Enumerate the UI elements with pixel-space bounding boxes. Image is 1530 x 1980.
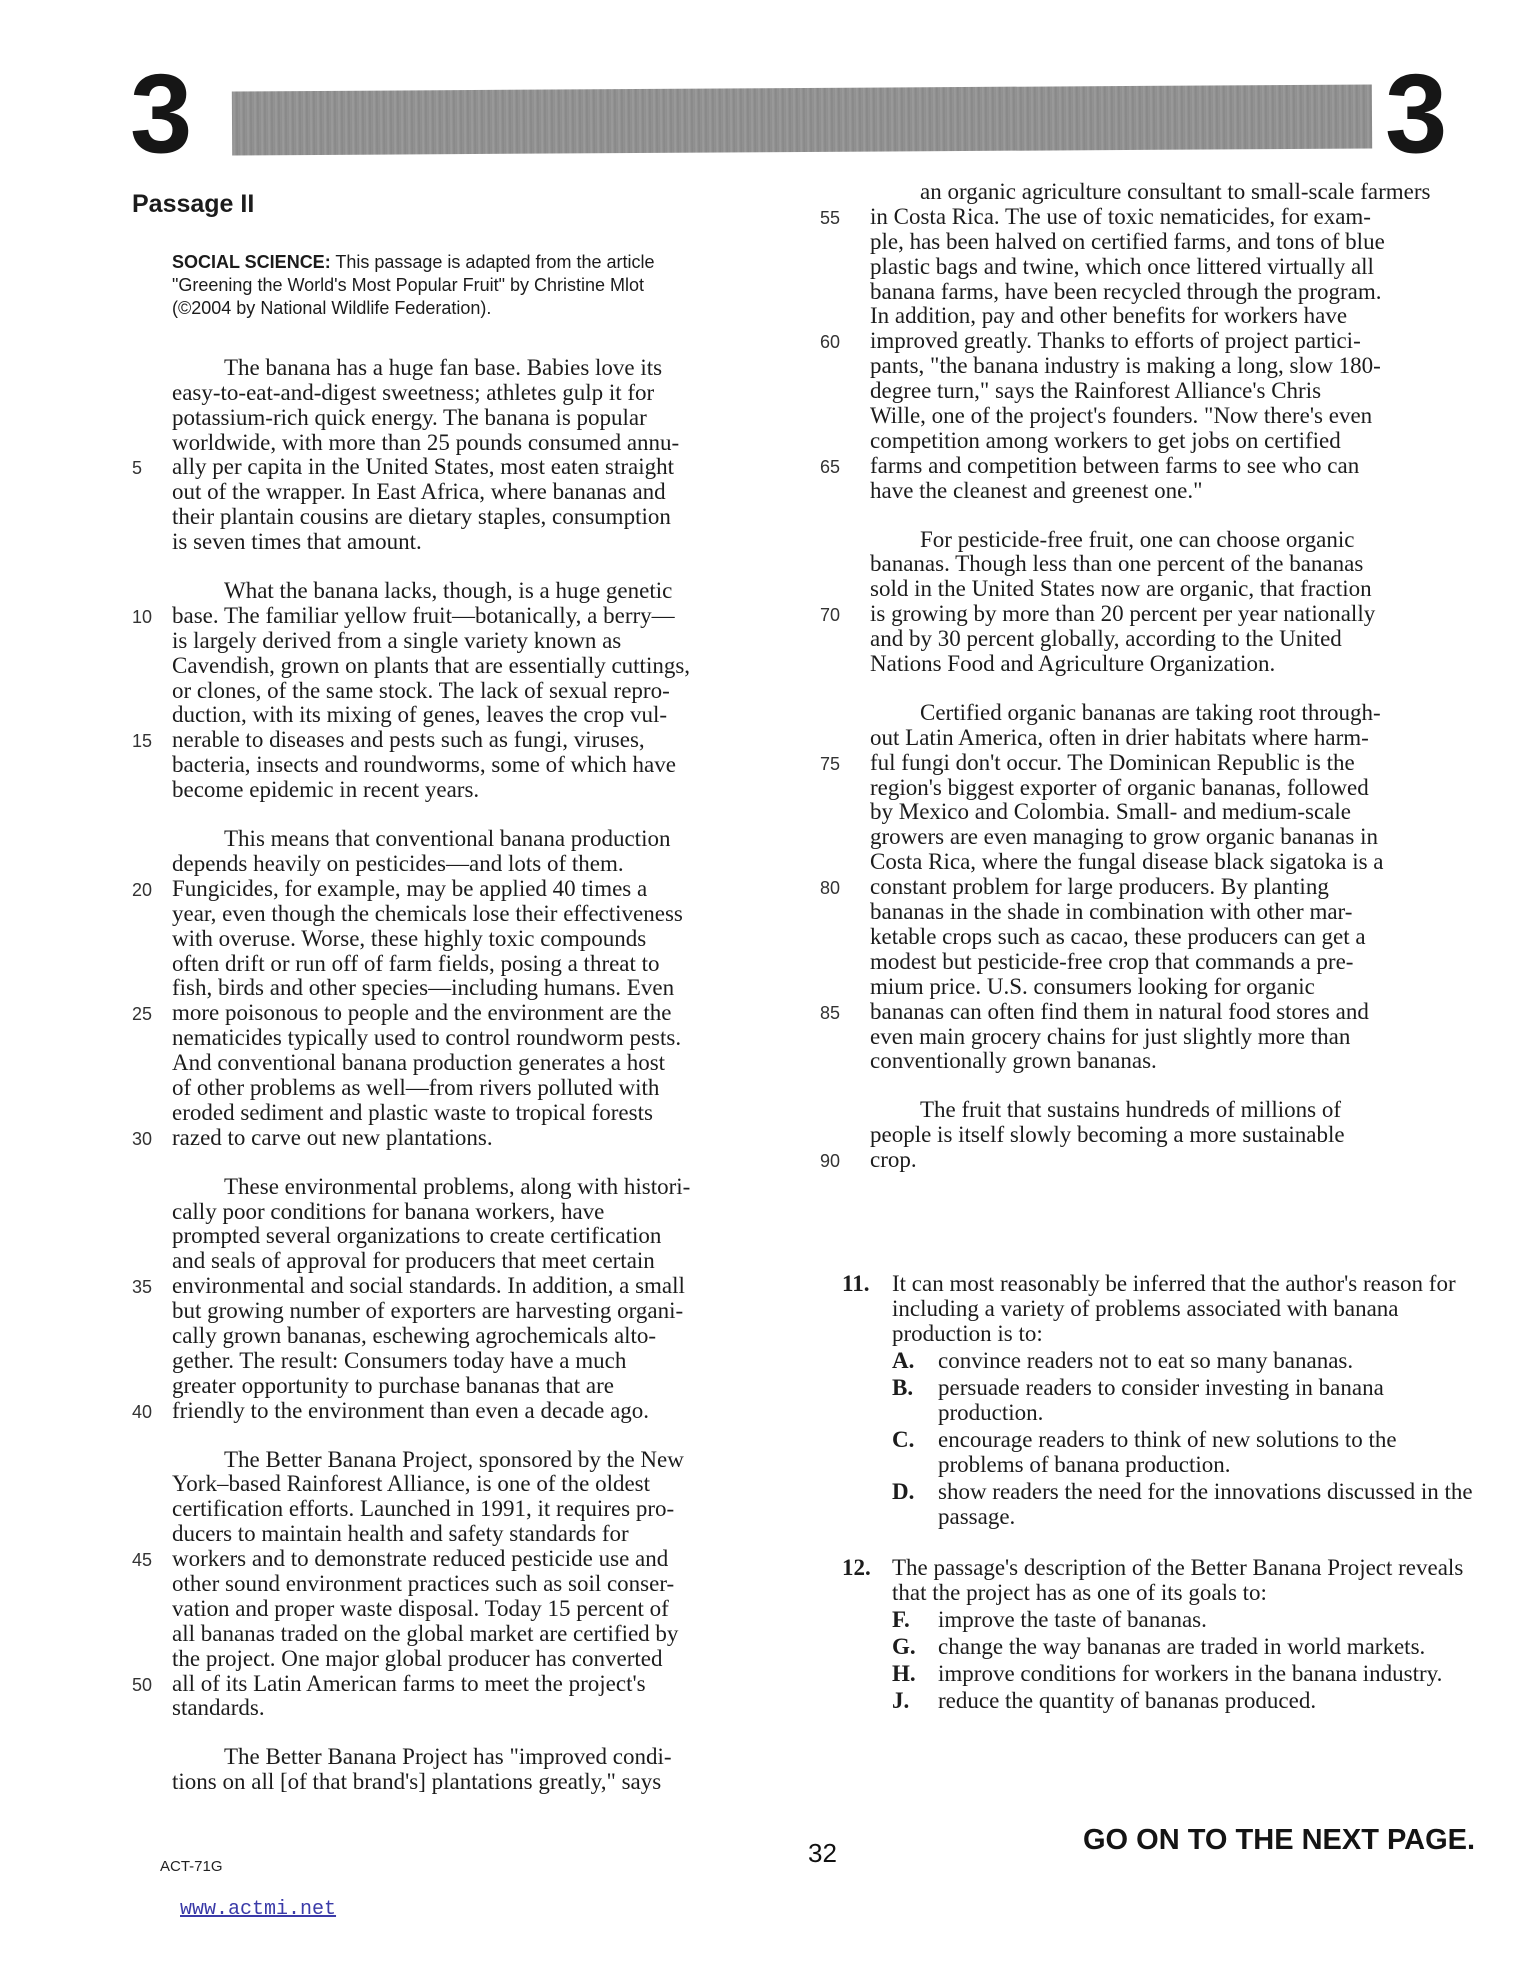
question-number: 11. — [842, 1270, 870, 1296]
passage-line — [820, 454, 1475, 479]
passage-line — [132, 1597, 787, 1622]
line-text: and seals of approval for producers that meet certain — [172, 1248, 655, 1274]
passage-line — [820, 726, 1475, 751]
line-text: by Mexico and Colombia. Small- and medium-scale — [870, 799, 1351, 825]
line-number: 60 — [820, 332, 841, 353]
line-text: depends heavily on pesticides—and lots of them. — [172, 850, 624, 876]
line-text: often drift or run off of farm fields, posing a threat to — [172, 950, 660, 976]
section-number-left: 3 — [130, 51, 193, 176]
line-text: tions on all [of that brand's] plantations greatly," says — [172, 1769, 662, 1795]
line-text: gether. The result: Consumers today have a much — [172, 1347, 627, 1373]
line-number: 80 — [820, 878, 841, 899]
answer-option-letter: B. — [892, 1374, 914, 1400]
passage-line — [132, 1472, 787, 1497]
line-number: 70 — [820, 605, 841, 626]
line-text: bananas. Though less than one percent of the bananas — [870, 551, 1364, 577]
passage-line — [132, 1622, 787, 1647]
answer-option[interactable] — [820, 1348, 1475, 1373]
passage-line — [132, 530, 787, 555]
passage-line — [132, 1696, 787, 1721]
passage-line — [132, 1051, 787, 1076]
passage-line — [132, 480, 787, 505]
passage-line — [132, 1249, 787, 1274]
passage-paragraph — [132, 579, 787, 803]
passage-line — [132, 1175, 787, 1200]
answer-option[interactable] — [820, 1634, 1475, 1659]
question-stem — [820, 1555, 1475, 1605]
line-text: ful fungi don't occur. The Dominican Republic is the — [870, 749, 1355, 775]
line-text: In addition, pay and other benefits for workers have — [870, 303, 1348, 329]
passage-line — [820, 379, 1475, 404]
line-text: base. The familiar yellow fruit—botanically, a berry— — [172, 602, 675, 628]
line-text: cally grown bananas, eschewing agrochemicals alto- — [172, 1322, 657, 1348]
answer-option-letter: H. — [892, 1660, 916, 1686]
line-text: improved greatly. Thanks to efforts of project partici- — [870, 328, 1361, 354]
passage-line — [132, 356, 787, 381]
passage-line — [132, 1572, 787, 1597]
passage-line — [132, 1101, 787, 1126]
line-text: out of the wrapper. In East Africa, where bananas and — [172, 479, 666, 505]
passage-line — [132, 778, 787, 803]
passage-line — [132, 604, 787, 629]
line-text: This means that conventional banana production — [224, 826, 671, 852]
passage-line — [132, 1299, 787, 1324]
line-number: 55 — [820, 207, 841, 228]
line-text: constant problem for large producers. By planting — [870, 874, 1329, 900]
passage-intro-line — [172, 251, 752, 274]
passage-line — [132, 1076, 787, 1101]
line-text: environmental and social standards. In addition, a small — [172, 1273, 685, 1299]
line-text: vation and proper waste disposal. Today 15 percent of — [172, 1595, 669, 1621]
passage-line — [820, 255, 1475, 280]
passage-line — [820, 602, 1475, 627]
line-text: Cavendish, grown on plants that are essentially cuttings, — [172, 652, 691, 678]
line-text: workers and to demonstrate reduced pesticide use and — [172, 1546, 669, 1572]
passage-line — [132, 505, 787, 530]
line-text: Wille, one of the project's founders. "Now there's even — [870, 403, 1373, 429]
passage-line — [820, 800, 1475, 825]
passage-paragraph — [820, 701, 1475, 1074]
passage-line — [820, 429, 1475, 454]
answer-option-text: change the way bananas are traded in world markets. — [938, 1633, 1426, 1659]
line-text: eroded sediment and plastic waste to tropical forests — [172, 1099, 653, 1125]
line-text: The Better Banana Project has "improved condi- — [224, 1744, 672, 1770]
passage-line — [132, 1647, 787, 1672]
passage-line — [820, 180, 1475, 205]
passage-line — [820, 528, 1475, 553]
passage-line — [820, 825, 1475, 850]
passage-line — [820, 205, 1475, 230]
passage-paragraph — [820, 180, 1475, 504]
answer-option-letter: A. — [892, 1347, 915, 1373]
answer-option-text: reduce the quantity of bananas produced. — [938, 1687, 1317, 1713]
line-text: easy-to-eat-and-digest sweetness; athletes gulp it for — [172, 379, 655, 405]
passage-line — [820, 950, 1475, 975]
line-text: growers are even managing to grow organic bananas in — [870, 824, 1378, 850]
passage-line — [132, 1497, 787, 1522]
line-number: 10 — [132, 606, 153, 627]
line-text: of other problems as well—from rivers polluted with — [172, 1074, 660, 1100]
line-text: potassium-rich quick energy. The banana is popular — [172, 404, 647, 430]
passage-line — [132, 1522, 787, 1547]
answer-option[interactable] — [820, 1427, 1475, 1477]
passage-line — [820, 900, 1475, 925]
line-number: 75 — [820, 753, 841, 774]
passage-line — [820, 776, 1475, 801]
line-text: friendly to the environment than even a decade ago. — [172, 1397, 650, 1423]
passage-line — [132, 728, 787, 753]
line-text: York–based Rainforest Alliance, is one of the oldest — [172, 1471, 651, 1497]
line-text: The fruit that sustains hundreds of millions of — [920, 1097, 1341, 1123]
line-text: an organic agriculture consultant to small-scale farmers — [920, 179, 1431, 204]
passage-line — [132, 381, 787, 406]
answer-option-text: show readers the need for the innovations discussed in the passage. — [938, 1478, 1473, 1529]
passage-paragraph — [820, 528, 1475, 677]
line-text: degree turn," says the Rainforest Alliance's Chris — [870, 378, 1322, 404]
passage-line — [820, 925, 1475, 950]
line-text: in Costa Rica. The use of toxic nematicides, for exam- — [870, 203, 1371, 229]
passage-line — [132, 1274, 787, 1299]
passage-line — [132, 1324, 787, 1349]
answer-option[interactable] — [820, 1375, 1475, 1425]
passage-line — [132, 1026, 787, 1051]
line-text: These environmental problems, along with histori- — [224, 1173, 691, 1199]
line-text: Certified organic bananas are taking root through- — [920, 699, 1381, 725]
line-text: or clones, of the same stock. The lack of sexual repro- — [172, 677, 670, 703]
question-stem — [820, 1271, 1475, 1346]
line-text: region's biggest exporter of organic bananas, followed — [870, 774, 1369, 800]
passage-line — [820, 751, 1475, 776]
passage-intro — [172, 251, 752, 320]
line-text: modest but pesticide-free crop that commands a pre- — [870, 948, 1354, 974]
answer-option[interactable] — [820, 1661, 1475, 1686]
answer-option-text: improve the taste of bananas. — [938, 1606, 1207, 1632]
source-url-link[interactable]: www.actmi.net — [180, 1898, 337, 1921]
passage-right-paragraphs — [820, 180, 1475, 1173]
line-text: the project. One major global producer has converted — [172, 1645, 663, 1671]
passage-line — [132, 1672, 787, 1697]
passage-line — [820, 701, 1475, 726]
passage-line — [132, 579, 787, 604]
passage-line — [820, 1000, 1475, 1025]
line-text: people is itself slowly becoming a more sustainable — [870, 1122, 1345, 1148]
line-text: What the banana lacks, though, is a huge genetic — [224, 578, 673, 604]
line-text: fish, birds and other species—including humans. Even — [172, 975, 675, 1001]
line-text: but growing number of exporters are harvesting organi- — [172, 1298, 684, 1324]
line-text: bananas can often find them in natural food stores and — [870, 998, 1369, 1024]
line-text: more poisonous to people and the environment are the — [172, 1000, 672, 1026]
question-list — [820, 1271, 1475, 1713]
passage-line — [820, 627, 1475, 652]
passage-line — [132, 827, 787, 852]
passage-paragraph — [132, 827, 787, 1151]
passage-line — [132, 1001, 787, 1026]
passage-left-column — [132, 192, 787, 1819]
passage-line — [132, 902, 787, 927]
line-text: all bananas traded on the global market are certified by — [172, 1620, 679, 1646]
line-text: plastic bags and twine, which once littered virtually all — [870, 253, 1374, 279]
line-number: 15 — [132, 731, 153, 752]
passage-intro-label: SOCIAL SCIENCE: — [172, 251, 331, 272]
passage-line — [820, 230, 1475, 255]
line-text: out Latin America, often in drier habitats where harm- — [870, 724, 1369, 750]
line-number: 50 — [132, 1674, 153, 1695]
line-text: The banana has a huge fan base. Babies love its — [224, 354, 663, 380]
answer-option-letter: D. — [892, 1478, 915, 1504]
passage-line — [820, 552, 1475, 577]
line-text: become epidemic in recent years. — [172, 777, 480, 803]
passage-line — [132, 1745, 787, 1770]
passage-line — [820, 1148, 1475, 1173]
line-text: year, even though the chemicals lose their effectiveness — [172, 900, 683, 926]
passage-line — [132, 1349, 787, 1374]
line-text: ducers to maintain health and safety standards for — [172, 1521, 629, 1547]
passage-paragraph — [132, 1175, 787, 1424]
passage-line — [820, 1025, 1475, 1050]
line-number: 5 — [132, 458, 143, 479]
passage-line — [132, 679, 787, 704]
question-item — [820, 1271, 1475, 1529]
line-text: Costa Rica, where the fungal disease black sigatoka is a — [870, 849, 1384, 875]
passage-line — [820, 280, 1475, 305]
page-number: 32 — [808, 1838, 837, 1868]
passage-line — [132, 1126, 787, 1151]
passage-line — [132, 1224, 787, 1249]
passage-line — [132, 1770, 787, 1795]
question-text: It can most reasonably be inferred that the author's reason for including a variety of problems associated with banana production is to: — [892, 1270, 1456, 1346]
passage-line — [132, 455, 787, 480]
line-number: 35 — [132, 1277, 153, 1298]
line-number: 30 — [132, 1128, 153, 1149]
passage-line — [132, 1399, 787, 1424]
passage-line — [132, 753, 787, 778]
line-text: mium price. U.S. consumers looking for organic — [870, 973, 1315, 999]
passage-line — [132, 1374, 787, 1399]
line-text: with overuse. Worse, these highly toxic compounds — [172, 925, 647, 951]
line-text: even main grocery chains for just slightly more than — [870, 1023, 1351, 1049]
answer-option-letter: G. — [892, 1633, 916, 1659]
line-text: crop. — [870, 1147, 917, 1173]
line-text: Nations Food and Agriculture Organization. — [870, 651, 1276, 677]
passage-line — [132, 1448, 787, 1473]
passage-line — [820, 1123, 1475, 1148]
line-text: sold in the United States now are organic, that fraction — [870, 576, 1372, 602]
line-text: worldwide, with more than 25 pounds consumed annu- — [172, 429, 680, 455]
line-text: bacteria, insects and roundworms, some of which have — [172, 752, 676, 778]
answer-option-text: convince readers not to eat so many bananas. — [938, 1347, 1354, 1373]
answer-option-letter: F. — [892, 1606, 910, 1632]
question-text: The passage's description of the Better Banana Project reveals that the project has as one of its goals to: — [892, 1554, 1464, 1605]
line-text: is growing by more than 20 percent per year nationally — [870, 601, 1376, 627]
passage-line — [820, 404, 1475, 429]
answer-option-text: encourage readers to think of new solutions to the problems of banana production. — [938, 1426, 1397, 1477]
line-number: 90 — [820, 1151, 841, 1172]
line-text: conventionally grown bananas. — [870, 1048, 1157, 1074]
line-text: standards. — [172, 1695, 265, 1721]
line-text: ple, has been halved on certified farms, and tons of blue — [870, 228, 1385, 254]
passage-paragraph — [132, 356, 787, 555]
line-text: Fungicides, for example, may be applied 40 times a — [172, 875, 648, 901]
line-text: nerable to diseases and pests such as fungi, viruses, — [172, 727, 645, 753]
passage-paragraph — [132, 1448, 787, 1722]
passage-line — [132, 406, 787, 431]
line-text: greater opportunity to purchase bananas that are — [172, 1372, 614, 1398]
passage-line — [820, 304, 1475, 329]
passage-line — [132, 976, 787, 1001]
passage-line — [820, 850, 1475, 875]
passage-line — [820, 975, 1475, 1000]
passage-line — [132, 852, 787, 877]
line-text: The Better Banana Project, sponsored by the New — [224, 1446, 684, 1472]
line-number: 85 — [820, 1002, 841, 1023]
line-text: certification efforts. Launched in 1991, it requires pro- — [172, 1496, 675, 1522]
line-text: have the cleanest and greenest one." — [870, 477, 1203, 503]
passage-paragraph — [820, 1098, 1475, 1173]
line-text: duction, with its mixing of genes, leaves the crop vul- — [172, 702, 668, 728]
line-text: farms and competition between farms to see who can — [870, 452, 1360, 478]
passage-right-column — [820, 180, 1475, 1739]
line-text: ally per capita in the United States, most eaten straight — [172, 454, 675, 480]
passage-line — [820, 652, 1475, 677]
passage-line — [132, 1547, 787, 1572]
answer-option-text: improve conditions for workers in the banana industry. — [938, 1660, 1443, 1686]
line-text: is largely derived from a single variety known as — [172, 627, 622, 653]
passage-line — [820, 1049, 1475, 1074]
line-text: pants, "the banana industry is making a long, slow 180- — [870, 353, 1381, 379]
line-number: 45 — [132, 1550, 153, 1571]
line-text: all of its Latin American farms to meet the project's — [172, 1670, 646, 1696]
passage-title: Passage II — [132, 190, 255, 218]
line-text: razed to carve out new plantations. — [172, 1124, 493, 1150]
line-text: their plantain cousins are dietary staples, consumption — [172, 504, 671, 530]
answer-option-text: persuade readers to consider investing in banana production. — [938, 1374, 1384, 1425]
passage-line — [820, 329, 1475, 354]
line-text: other sound environment practices such as soil conser- — [172, 1570, 675, 1596]
passage-left-paragraphs — [132, 356, 787, 1795]
passage-line — [132, 952, 787, 977]
line-text: ketable crops such as cacao, these producers can get a — [870, 923, 1366, 949]
passage-line — [820, 479, 1475, 504]
section-number-right: 3 — [1385, 51, 1448, 176]
section-header-bar — [232, 85, 1372, 156]
passage-line — [132, 877, 787, 902]
passage-line — [132, 654, 787, 679]
passage-intro-line: (©2004 by National Wildlife Federation). — [172, 297, 492, 318]
answer-option[interactable] — [820, 1479, 1475, 1529]
line-text: cally poor conditions for banana workers, have — [172, 1198, 605, 1224]
passage-line — [820, 577, 1475, 602]
line-number: 20 — [132, 879, 153, 900]
passage-line — [820, 354, 1475, 379]
answer-option[interactable] — [820, 1688, 1475, 1713]
passage-line — [132, 629, 787, 654]
passage-line — [132, 1200, 787, 1225]
next-page-notice: GO ON TO THE NEXT PAGE. — [1083, 1824, 1476, 1856]
answer-option-letter: C. — [892, 1426, 915, 1452]
line-text: banana farms, have been recycled through the program. — [870, 278, 1382, 304]
answer-option[interactable] — [820, 1607, 1475, 1632]
line-text: nematicides typically used to control roundworm pests. — [172, 1025, 682, 1051]
line-number: 25 — [132, 1004, 153, 1025]
passage-line — [132, 927, 787, 952]
line-number: 65 — [820, 456, 841, 477]
question-item — [820, 1555, 1475, 1713]
line-text: is seven times that amount. — [172, 529, 422, 555]
passage-paragraph — [132, 1745, 787, 1795]
passage-line — [132, 703, 787, 728]
passage-line — [820, 875, 1475, 900]
passage-line — [820, 1098, 1475, 1123]
line-text: For pesticide-free fruit, one can choose organic — [920, 526, 1355, 552]
passage-intro-line: "Greening the World's Most Popular Fruit" by Christine Mlot — [172, 274, 645, 295]
question-number: 12. — [842, 1554, 871, 1580]
line-text: prompted several organizations to create certification — [172, 1223, 662, 1249]
answer-option-letter: J. — [892, 1687, 910, 1713]
form-code: ACT-71G — [160, 1858, 223, 1875]
line-text: And conventional banana production generates a host — [172, 1050, 666, 1076]
line-text: bananas in the shade in combination with other mar- — [870, 899, 1353, 925]
line-text: competition among workers to get jobs on certified — [870, 427, 1341, 453]
line-text: and by 30 percent globally, according to the United — [870, 626, 1342, 652]
passage-line — [132, 431, 787, 456]
passage-intro-text: This passage is adapted from the article — [335, 251, 655, 272]
line-number: 40 — [132, 1401, 153, 1422]
